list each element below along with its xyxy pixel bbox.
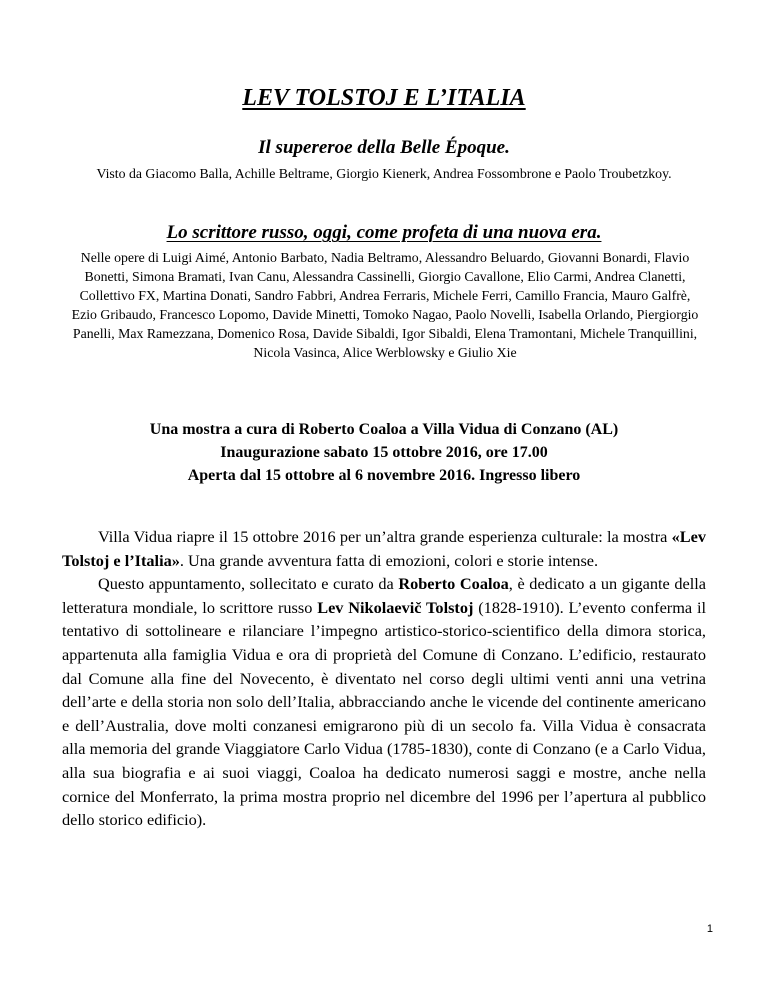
event-curator-line: Una mostra a cura di Roberto Coaloa a Villa Vidua di Conzano (AL) — [149, 421, 619, 438]
curator-name: Roberto Coaloa — [398, 574, 509, 594]
author-name: Lev Nikolaevič Tolstoj — [317, 597, 474, 617]
paragraph-1-text-b: . Una grande avventura fatta di emozioni, colori e storie intense. — [179, 550, 599, 570]
document-title: LEV TOLSTOJ E L’ITALIA — [242, 85, 526, 111]
paragraph-2-text-b: , è dedicato a un gigante della letteratura mondiale, lo scrittore russo — [62, 574, 706, 617]
section2-credits: Nelle opere di Luigi Aimé, Antonio Barbato, Nadia Beltramo, Alessandro Beluardo, Giovanni Bonardi, Flavio Bonetti, Simona Bramati, Ivan Canu, Alessandra Cassinelli, Giorgio Cavallone, Elio Carmi, Andrea Clanetti, Collettivo FX, Martina Donati, Sandro Fabbri, Andrea Ferraris, Michele Ferri, Camillo Francia, Mauro Galfrè, Ezio Gribaudo, Francesco Lopomo, Davide Minetti, Tomoko Nagao, Paolo Novelli, Isabella Orlando, Piergiorgio Panelli, Max Ramezzana, Domenico Rosa, Davide Sibaldi, Igor Sibaldi, Elena Tramontani, Michele Tranquillini, Nicola Vasinca, Alice Werblowsky e Giulio Xie — [71, 250, 699, 360]
section1-heading: Il supereroe della Belle Époque. — [258, 137, 510, 158]
exhibition-name: «Lev Tolstoj e l’Italia» — [62, 527, 706, 570]
section1-credits: Visto da Giacomo Balla, Achille Beltrame, Giorgio Kienerk, Andrea Fossombrone e Paolo Troubetzkoy. — [96, 166, 672, 181]
page-number: 1 — [706, 923, 713, 935]
paragraph-2-text-a: Questo appuntamento, sollecitato e curato da — [98, 574, 399, 594]
event-info — [0, 418, 768, 487]
event-opening-line: Inaugurazione sabato 15 ottobre 2016, ore 17.00 — [220, 444, 548, 461]
section2-heading: Lo scrittore russo, oggi, come profeta di una nuova era. — [166, 222, 602, 243]
body-text — [62, 525, 706, 832]
paragraph-1 — [62, 525, 706, 572]
paragraph-2-text-c: (1828-1910). L’evento conferma il tentativo di sottolineare e rilanciare l’impegno artistico-storico-scientifico della dimora storica, appartenuta alla famiglia Vidua e ora di proprietà del Comune di Conzano. L’edificio, restaurato dal Comune alla fine del Novecento, è diventato nel corso degli ultimi venti anni una vetrina dell’arte e della storia non solo dell’Italia, abbracciando anche le vicende del continente americano e dell’Australia, dove molti conzanesi emigrarono più di un secolo fa. Villa Vidua è consacrata alla memoria del grande Viaggiatore Carlo Vidua (1785-1830), conte di Conzano (e a Carlo Vidua, alla sua biografia e ai suoi viaggi, Coaloa ha dedicato numerosi saggi e mostre, anche nella cornice del Monferrato, la prima mostra proprio nel dicembre del 1996 per l’apertura al pubblico dello storico edificio). — [62, 597, 707, 830]
event-dates-line: Aperta dal 15 ottobre al 6 novembre 2016. Ingresso libero — [187, 467, 581, 484]
paragraph-1-text-a: Villa Vidua riapre il 15 ottobre 2016 per un’altra grande esperienza culturale: la mostra — [98, 527, 672, 546]
paragraph-2 — [62, 572, 706, 832]
